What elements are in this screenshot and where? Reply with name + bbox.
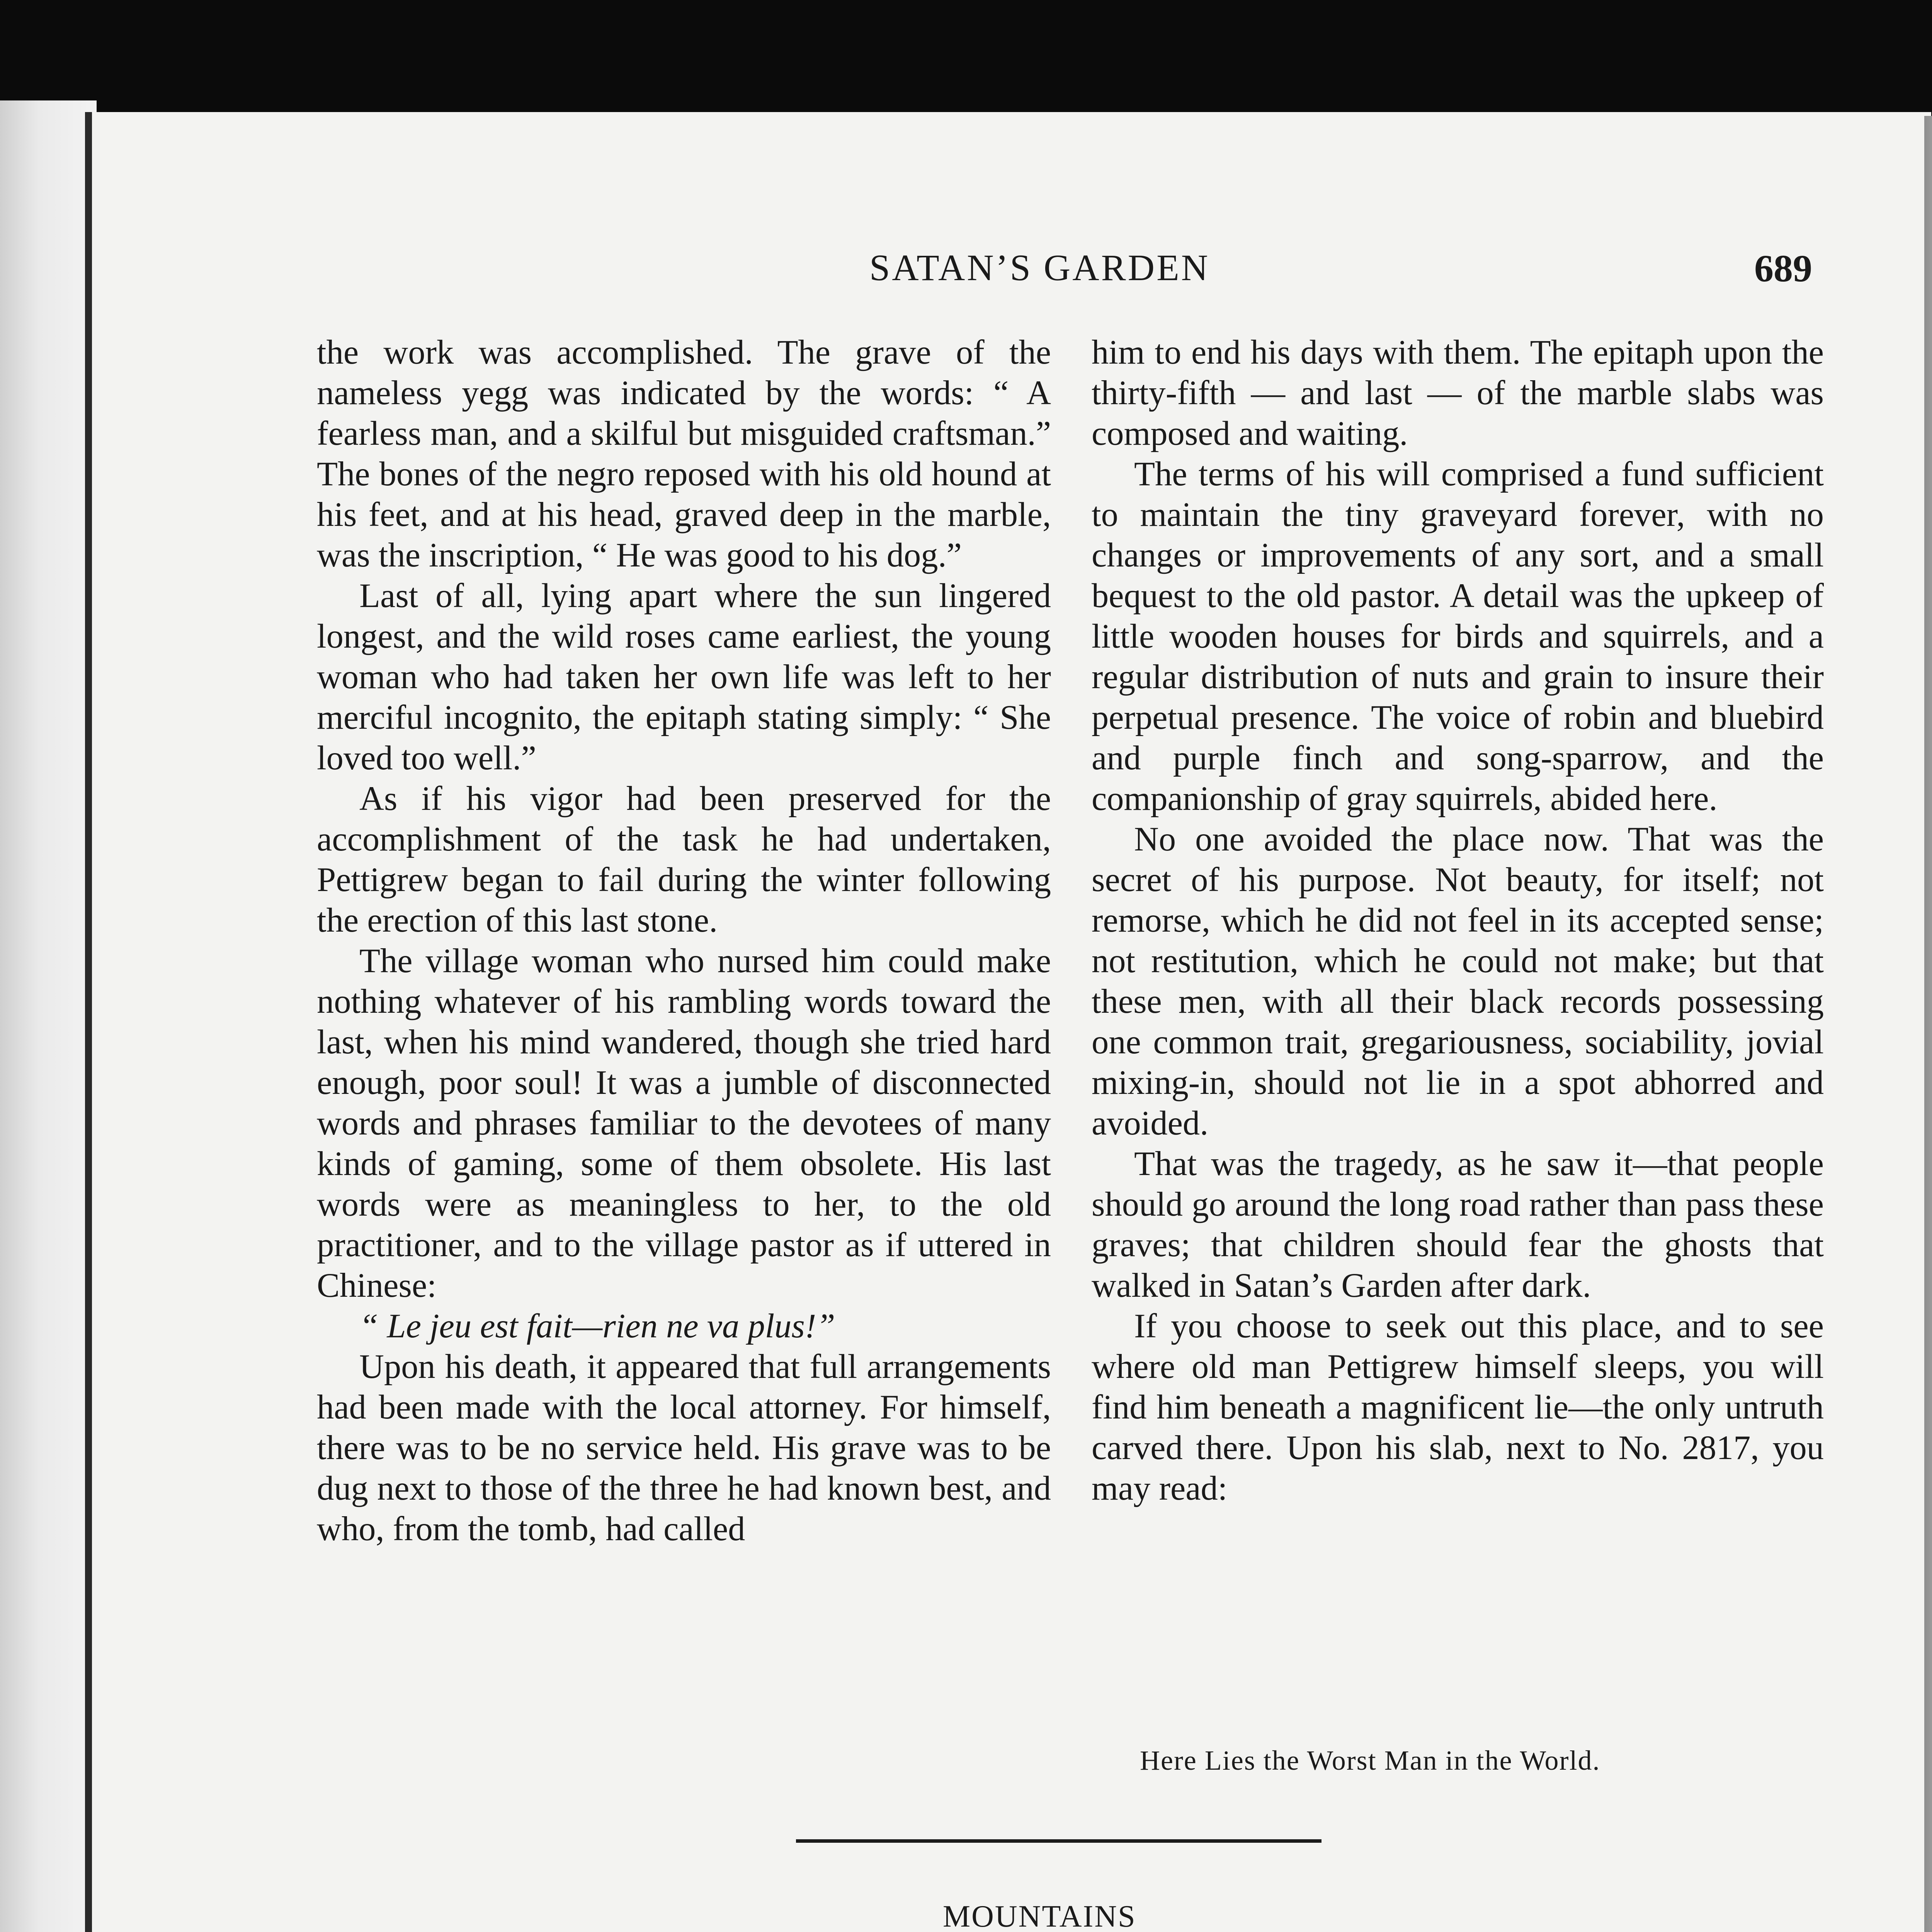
paragraph: The village woman who nursed him could make nothing whatever of his rambling words toward the last, when his mind wandered, though she tried hard enough, poor soul! It was a jumble of disconnected words and phrases familiar to the devotees of many kinds of gaming, some of them obsolete. His last words were as meaningless to her, to the old practitioner, and to the village pastor as if uttered in Chinese: bbox=[317, 942, 1051, 1304]
paragraph: No one avoided the place now. That was the secret of his purpose. Not beauty, for itself; not remorse, which he did not feel in its accepted sense; not restitution, which he could not make; but that these men, with all their black records possessing one common trait, gregariousness, sociability, jovial mixing-in, should not lie in a spot abhorred and avoided. bbox=[1092, 820, 1824, 1142]
right-column bbox=[1092, 332, 1824, 1509]
paragraph: him to end his days with them. The epitaph upon the thirty-fifth — and last — of the marble slabs was composed and waiting. bbox=[1092, 333, 1824, 452]
running-title: SATAN’S GARDEN bbox=[869, 247, 1210, 288]
page-edge bbox=[1924, 116, 1932, 1932]
paragraph: That was the tragedy, as he saw it—that people should go around the long road rather than pass these graves; that children should fear the ghosts that walked in Satan’s Garden after dark. bbox=[1092, 1145, 1824, 1304]
paragraph: Upon his death, it appeared that full arrangements had been made with the local attorney. For himself, there was to be no service held. His grave was to be dug next to those of the three he had known best, and who, from the tomb, had called bbox=[317, 1348, 1051, 1548]
left-column bbox=[317, 332, 1051, 1549]
paragraph: the work was accomplished. The grave of the nameless yegg was indicated by the words: “ A fearless man, and a skilful but misguided craftsman.” The bones of the negro reposed with his old hound at his feet, and at his head, graved deep in the marble, was the inscription, “ He was good to his dog.” bbox=[317, 333, 1051, 574]
paragraph: If you choose to seek out this place, and to see where old man Pettigrew himself sleeps, you will find him beneath a magnificent lie—the only untruth carved there. Upon his slab, next to No. 2817, you may read: bbox=[1092, 1307, 1824, 1507]
paragraph: As if his vigor had been preserved for the accomplishment of the task he had undertaken, Pettigrew began to fail during the winter following the erection of this last stone. bbox=[317, 780, 1051, 939]
paragraph: The terms of his will comprised a fund sufficient to maintain the tiny graveyard forever, with no changes or improvements of any sort, and a small bequest to the old pastor. A detail was the upkeep of little wooden houses for birds and squirrels, and a regular distribution of nuts and grain to insure their perpetual presence. The voice of robin and bluebird and purple finch and song-sparrow, and the companionship of gray squirrels, abided here. bbox=[1092, 455, 1824, 818]
facing-page-edge bbox=[0, 100, 97, 1932]
section-divider bbox=[796, 1839, 1321, 1843]
paragraph: Last of all, lying apart where the sun lingered longest, and the wild roses came earliest, the young woman who had taken her own life was left to her merciful incognito, the epitaph stating simply: “ She loved too well.” bbox=[317, 577, 1051, 777]
last-words-quote: “ Le jeu est fait—rien ne va plus!” bbox=[359, 1307, 835, 1345]
epitaph: Here Lies the Worst Man in the World. bbox=[1140, 1745, 1600, 1776]
page-number: 689 bbox=[1754, 247, 1812, 290]
poem-title: MOUNTAINS bbox=[943, 1900, 1136, 1932]
